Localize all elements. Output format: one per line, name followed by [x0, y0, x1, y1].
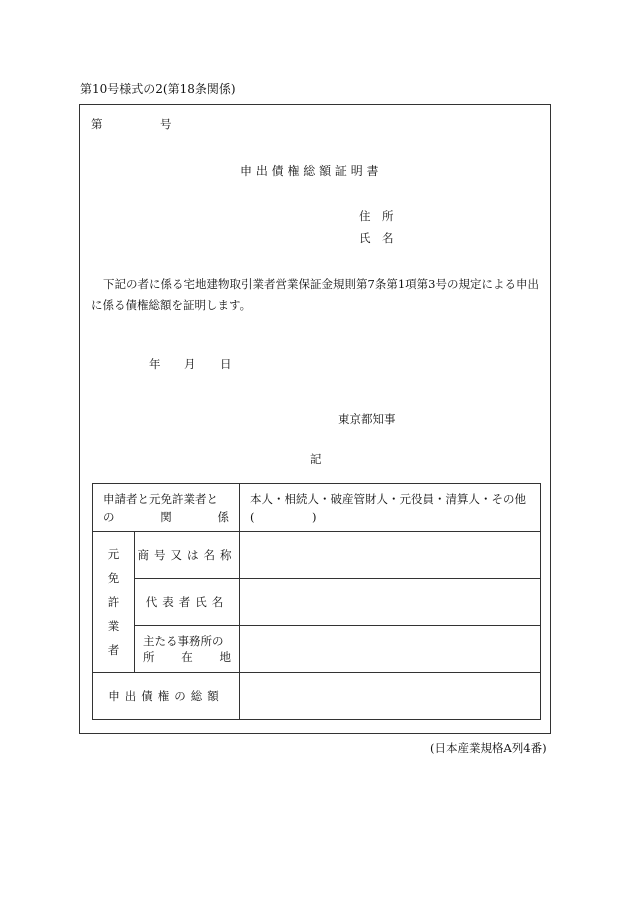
relation-header-line-2: の 関 係 — [103, 509, 229, 524]
body-text-line-1: 下記の者に係る宅地建物取引業者営業保証金規則第7条第1項第3号の規定による申出 — [103, 277, 539, 291]
relation-row — [93, 484, 541, 532]
office-location-row — [93, 626, 541, 673]
body-text-line-2: に係る債権総額を証明します。 — [91, 298, 252, 312]
relation-header-cell — [93, 484, 240, 532]
number-prefix: 第 — [91, 117, 103, 131]
trade-name-value — [240, 532, 541, 579]
trade-name-row — [93, 532, 541, 579]
representative-row — [93, 579, 541, 626]
date-month: 月 — [184, 357, 196, 371]
ki-marker: 記 — [310, 452, 322, 466]
document-title: 申 出 債 権 総 額 証 明 書 — [240, 164, 379, 178]
office-location-line-2: 所 在 地 — [143, 650, 231, 664]
number-suffix: 号 — [160, 117, 172, 131]
details-table — [92, 483, 541, 720]
name-label: 氏 名 — [359, 231, 394, 245]
issuer-governor: 東京都知事 — [338, 412, 396, 426]
relation-value-line-1: 本人・相続人・破産管財人・元役員・清算人・その他 — [250, 491, 526, 506]
date-year: 年 — [149, 357, 161, 371]
relation-header-line-1: 申請者と元免許業者と — [103, 491, 218, 506]
office-location-value — [240, 626, 541, 673]
office-location-label — [135, 626, 240, 673]
office-location-line-1: 主たる事務所の — [143, 634, 224, 648]
paper-size-note: (日本産業規格A列4番) — [430, 741, 547, 755]
total-claims-row — [93, 673, 541, 720]
total-claims-value — [240, 673, 541, 720]
trade-name-label: 商号又は名称 — [135, 532, 240, 579]
representative-label: 代表者氏名 — [135, 579, 240, 626]
address-label: 住 所 — [359, 209, 394, 223]
relation-value-line-2: ( ) — [250, 509, 317, 524]
representative-value — [240, 579, 541, 626]
form-number-label: 第10号様式の2(第18条関係) — [80, 82, 236, 96]
relation-value-cell — [240, 484, 541, 532]
total-claims-label: 申出債権の総額 — [93, 673, 240, 720]
date-day: 日 — [220, 357, 232, 371]
former-licensee-group-label: 元 免 許 業 者 — [93, 532, 135, 673]
